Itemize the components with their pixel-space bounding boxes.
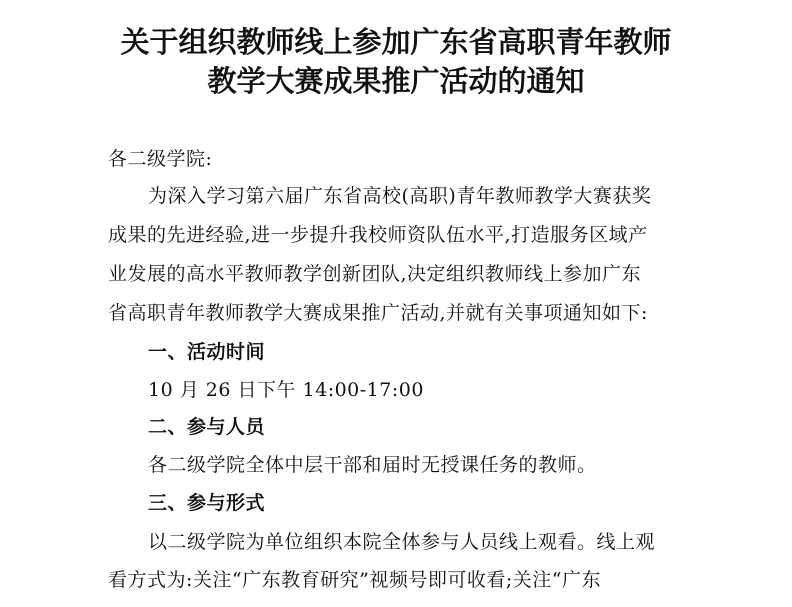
document-title-line-1: 关于组织教师线上参加广东省高职青年教师 <box>120 25 672 59</box>
greeting: 各二级学院: <box>108 148 213 170</box>
intro-paragraph-line: 成果的先进经验,进一步提升我校师资队伍水平,打造服务区域产 <box>108 224 648 246</box>
section-text-format-line: 以二级学院为单位组织本院全体参与人员线上观看。线上观 <box>148 531 656 553</box>
intro-paragraph-line: 为深入学习第六届广东省高校(高职)青年教师教学大赛获奖 <box>148 185 652 207</box>
section-heading-time: 一、活动时间 <box>148 341 266 363</box>
section-text-time: 10 月 26 日下午 14:00-17:00 <box>148 379 424 401</box>
section-heading-format: 三、参与形式 <box>148 492 266 514</box>
document-title-line-2: 教学大赛成果推广活动的通知 <box>207 64 585 98</box>
intro-paragraph-line: 业发展的高水平教师教学创新团队,决定组织教师线上参加广东 <box>108 263 642 285</box>
intro-paragraph-line: 省高职青年教师教学大赛成果推广活动,并就有关事项通知如下: <box>108 302 648 324</box>
section-text-format-line: 看方式为:关注“广东教育研究”视频号即可收看;关注“广东 <box>108 569 601 591</box>
section-text-participants: 各二级学院全体中层干部和届时无授课任务的教师。 <box>148 454 597 476</box>
section-heading-participants: 二、参与人员 <box>148 416 266 438</box>
